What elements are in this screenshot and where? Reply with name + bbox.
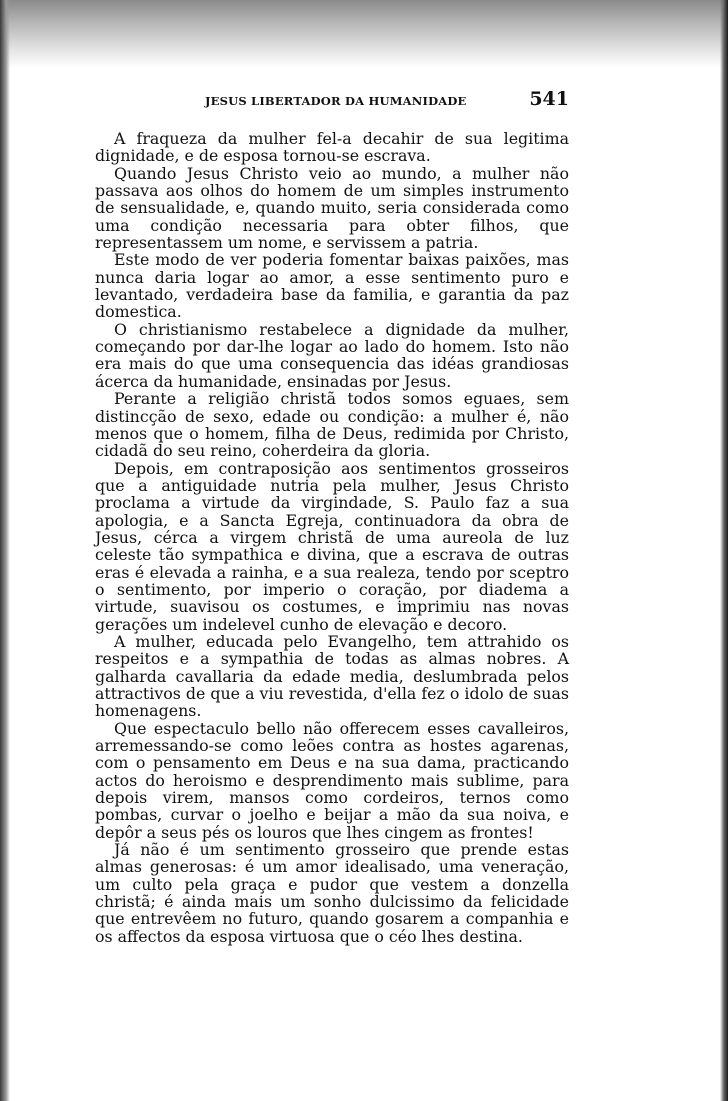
scan-shadow-left — [0, 0, 10, 1101]
scan-shadow-right — [720, 0, 728, 1101]
body-text — [95, 130, 569, 945]
page-number: 541 — [529, 88, 569, 110]
paragraph: Depois, em contraposição aos sentimentos grosseiros que a antiguidade nutria pela mulher, Jesus Christo proclama a virtude da virgindade, S. Paulo faz a sua apologia, e a Sancta Egreja, continuadora da obra de Jesus, cérca a virgem christã de uma aureola de luz celeste tão sympathica e divina, que a escrava de outras eras é elevada a rainha, e a sua realeza, tendo por sceptro o sentimento, por imperio o coração, por diadema a virtude, suavisou os costumes, e imprimiu nas novas gerações um indelevel cunho de elevação e decoro. — [95, 458, 569, 634]
paragraph: A mulher, educada pelo Evangelho, tem attrahido os respeitos e a sympathia de todas as almas nobres. A galharda cavallaria da edade media, deslumbrada pelos attractivos de que a viu revestida, d'ella fez o idolo de suas homenagens. — [95, 631, 569, 721]
paragraph: Quando Jesus Christo veio ao mundo, a mulher não passava aos olhos do homem de um simples instrumento de sensualidade, e, quando muito, seria considerada como uma condição necessaria para obter filhos, que representassem um nome, e servissem a patria. — [95, 163, 569, 253]
running-head — [95, 88, 569, 116]
paragraph: Que espectaculo bello não offerecem esses cavalleiros, arremessando-se como leões contra as hostes agarenas, com o pensamento em Deus e na sua dama, practicando actos do heroismo e desprendimento mais sublime, para depois virem, mansos como cordeiros, ternos como pombas, curvar o joelho e beijar a mão da sua noiva, e depôr a seus pés os louros que lhes cingem as frontes! — [95, 718, 569, 842]
scan-shadow-top — [0, 0, 728, 68]
paragraph: A fraqueza da mulher fel-a decahir de sua legitima dignidade, e de esposa tornou-se escrava. — [95, 129, 569, 166]
paragraph: O christianismo restabelece a dignidade da mulher, começando por dar-lhe logar ao lado do homem. Isto não era mais do que uma consequencia das idéas grandiosas ácerca da humanidade, ensinadas por Jesus. — [95, 319, 569, 391]
running-title: JESUS LIBERTADOR DA HUMANIDADE — [205, 94, 467, 108]
paragraph: Este modo de ver poderia fomentar baixas paixões, mas nunca daria logar ao amor, a esse sentimento puro e levantado, verdadeira base da familia, e garantia da paz domestica. — [95, 250, 569, 322]
paragraph: Já não é um sentimento grosseiro que prende estas almas generosas: é um amor idealisado, uma veneração, um culto pela graça e pudor que vestem a donzella christã; é ainda mais um sonho dulcissimo da felicidade que entrevêem no futuro, quando gosarem a companhia e os affectos da esposa virtuosa que o céo lhes destina. — [95, 840, 569, 946]
paragraph: Perante a religião christã todos somos eguaes, sem distincção de sexo, edade ou condição: a mulher é, não menos que o homem, filha de Deus, redimida por Christo, cidadã do seu reino, coherdeira da gloria. — [95, 389, 569, 461]
